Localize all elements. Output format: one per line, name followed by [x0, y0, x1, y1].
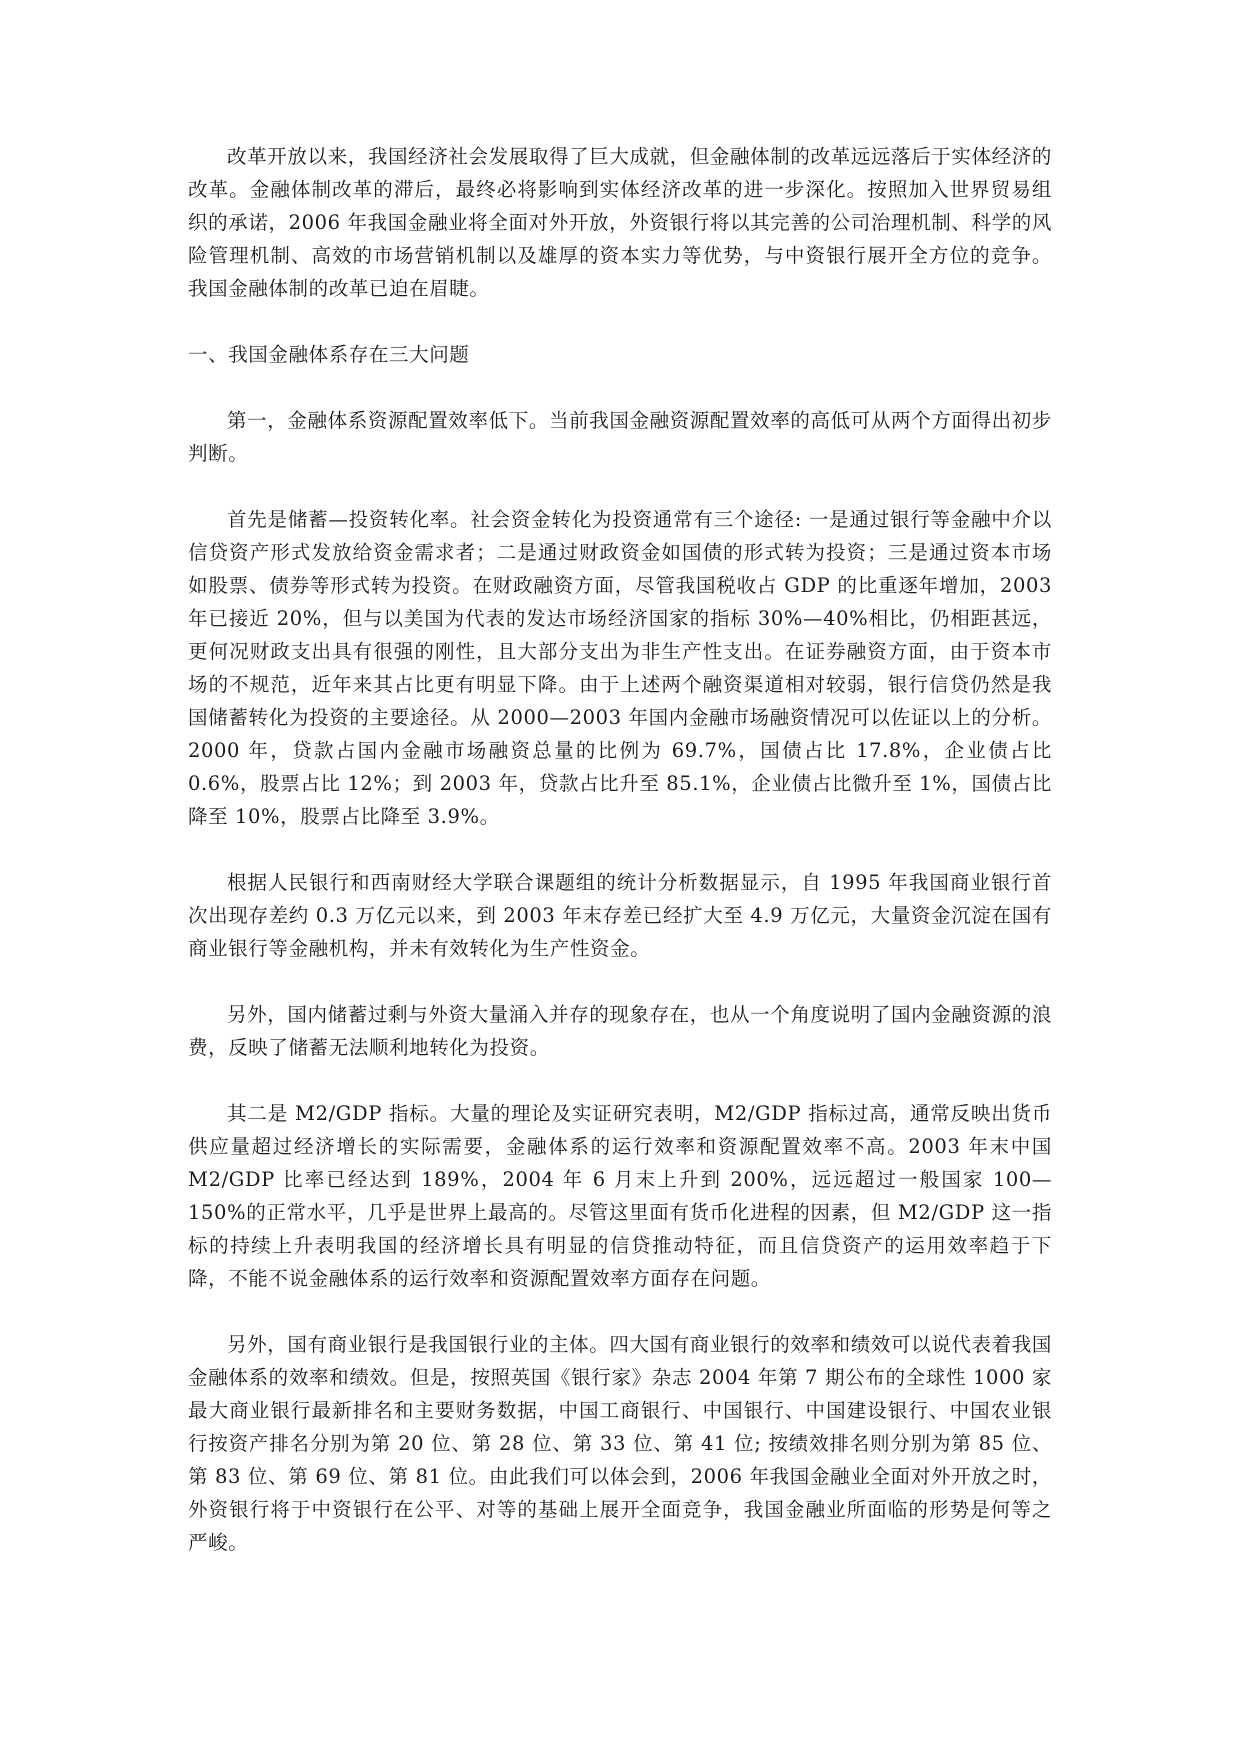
document-page: [188, 140, 1052, 1592]
paragraph-m2-gdp: 其二是 M2/GDP 指标。大量的理论及实证研究表明，M2/GDP 指标过高，通常反映出货币供应量超过经济增长的实际需要，金融体系的运行效率和资源配置效率不高。2003 年末中国 M2/GDP 比率已经达到 189%，2004 年 6 月末上升到 200%，远远超过一般国家 100—150%的正常水平，几乎是世界上最高的。尽管这里面有货币化进程的因素，但 M2/GDP 这一指标的持续上升表明我国的经济增长具有明显的信贷推动特征，而且信贷资产的运用效率趋于下降，不能不说金融体系的运行效率和资源配置效率方面存在问题。: [188, 1102, 1052, 1290]
paragraph-state-banks: 另外，国有商业银行是我国银行业的主体。四大国有商业银行的效率和绩效可以说代表着我国金融体系的效率和绩效。但是，按照英国《银行家》杂志 2004 年第 7 期公布的全球性 1000 家最大商业银行最新排名和主要财务数据，中国工商银行、中国银行、中国建设银行、中国农业银行按资产排名分别为第 20 位、第 28 位、第 33 位、第 41 位; 按绩效排名则分别为第 85 位、第 83 位、第 69 位、第 81 位。由此我们可以体会到，2006 年我国金融业全面对外开放之时，外资银行将于中资银行在公平、对等的基础上展开全面竞争，我国金融业所面临的形势是何等之严峻。: [188, 1333, 1052, 1554]
paragraph-foreign-capital: 另外，国内储蓄过剩与外资大量涌入并存的现象存在，也从一个角度说明了国内金融资源的浪费，反映了储蓄无法顺利地转化为投资。: [188, 1003, 1052, 1059]
intro-paragraph: 改革开放以来，我国经济社会发展取得了巨大成就，但金融体制的改革远远落后于实体经济的改革。金融体制改革的滞后，最终必将影响到实体经济改革的进一步深化。按照加入世界贸易组织的承诺，2006 年我国金融业将全面对外开放，外资银行将以其完善的公司治理机制、科学的风险管理机制、高效的市场营销机制以及雄厚的资本实力等优势，与中资银行展开全方位的竞争。我国金融体制的改革已迫在眉睫。: [188, 145, 1052, 300]
section-heading: 一、我国金融体系存在三大问题: [188, 343, 470, 366]
paragraph-deposit-loan-gap: 根据人民银行和西南财经大学联合课题组的统计分析数据显示，自 1995 年我国商业银行首次出现存差约 0.3 万亿元以来，到 2003 年末存差已经扩大至 4.9 万亿元，大量资金沉淀在国有商业银行等金融机构，并未有效转化为生产性资金。: [188, 871, 1052, 960]
paragraph-first-point: 第一，金融体系资源配置效率低下。当前我国金融资源配置效率的高低可从两个方面得出初步判断。: [188, 409, 1052, 465]
paragraph-savings-investment: 首先是储蓄—投资转化率。社会资金转化为投资通常有三个途径: 一是通过银行等金融中介以信贷资产形式发放给资金需求者；二是通过财政资金如国债的形式转为投资；三是通过资本市场如股票、债券等形式转为投资。在财政融资方面，尽管我国税收占 GDP 的比重逐年增加，2003 年已接近 20%，但与以美国为代表的发达市场经济国家的指标 30%—40%相比，仍相距甚远，更何况财政支出具有很强的刚性，且大部分支出为非生产性支出。在证券融资方面，由于资本市场的不规范，近年来其占比更有明显下降。由于上述两个融资渠道相对较弱，银行信贷仍然是我国储蓄转化为投资的主要途径。从 2000—2003 年国内金融市场融资情况可以佐证以上的分析。2000 年，贷款占国内金融市场融资总量的比例为 69.7%，国债占比 17.8%，企业债占比 0.6%，股票占比 12%；到 2003 年，贷款占比升至 85.1%，企业债占比微升至 1%，国债占比降至 10%，股票占比降至 3.9%。: [188, 508, 1052, 828]
